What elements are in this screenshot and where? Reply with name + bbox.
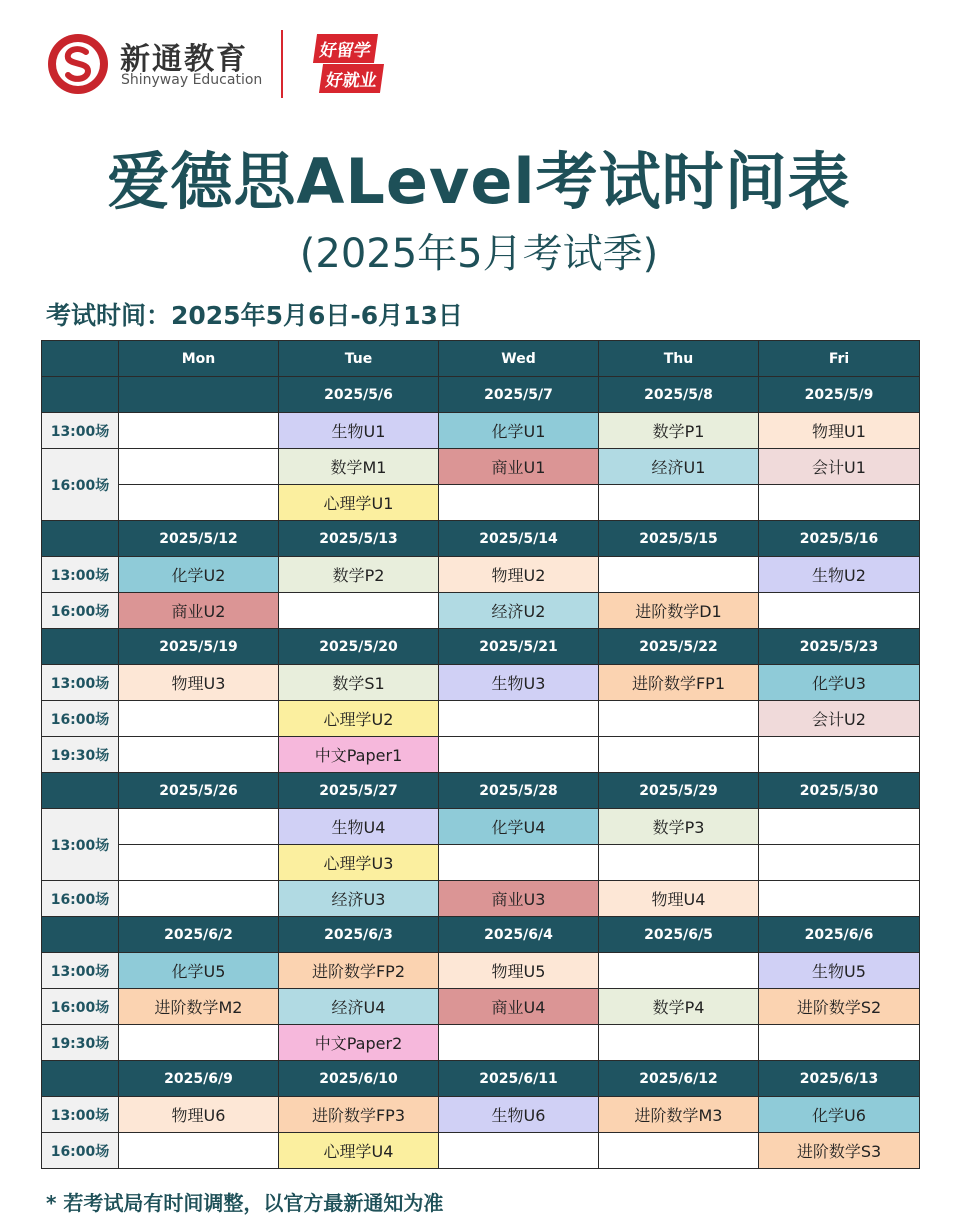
exam-cell: 经济U3: [279, 881, 439, 917]
date-cell: 2025/6/3: [279, 917, 439, 953]
day-header-cell: Tue: [279, 341, 439, 377]
table-row: [42, 809, 920, 845]
slogan-line1: 好留学: [313, 34, 378, 63]
table-row: [42, 989, 920, 1025]
exam-cell: 化学U2: [119, 557, 279, 593]
exam-schedule-table: [41, 340, 920, 1169]
date-row: [42, 1061, 920, 1097]
empty-cell: [759, 593, 920, 629]
empty-cell: [439, 1025, 599, 1061]
table-row: [42, 1025, 920, 1061]
table-row: [42, 593, 920, 629]
brand-name-en: Shinyway Education: [121, 72, 263, 88]
date-cell: 2025/5/28: [439, 773, 599, 809]
date-cell: 2025/5/16: [759, 521, 920, 557]
slogan-line2: 好就业: [319, 64, 384, 93]
date-cell: 2025/5/15: [599, 521, 759, 557]
date-cell: 2025/5/22: [599, 629, 759, 665]
empty-cell: [119, 449, 279, 485]
exam-period: 考试时间：2025年5月6日-6月13日: [46, 301, 463, 330]
table-row: [42, 413, 920, 449]
date-cell: 2025/5/13: [279, 521, 439, 557]
exam-cell: 生物U3: [439, 665, 599, 701]
slogan-badge: [315, 34, 411, 94]
empty-cell: [599, 953, 759, 989]
exam-cell: 经济U2: [439, 593, 599, 629]
time-slot-cell: 13:00场: [42, 665, 119, 701]
exam-cell: 会计U1: [759, 449, 920, 485]
date-cell: 2025/5/23: [759, 629, 920, 665]
exam-cell: 进阶数学M2: [119, 989, 279, 1025]
table-row: [42, 1133, 920, 1169]
date-cell: 2025/6/11: [439, 1061, 599, 1097]
date-cell: 2025/5/21: [439, 629, 599, 665]
date-cell: 2025/5/20: [279, 629, 439, 665]
exam-cell: 物理U4: [599, 881, 759, 917]
table-row: [42, 449, 920, 485]
time-slot-cell: 13:00场: [42, 413, 119, 449]
date-cell: 2025/5/26: [119, 773, 279, 809]
empty-cell: [599, 1133, 759, 1169]
exam-cell: 化学U6: [759, 1097, 920, 1133]
date-cell: 2025/5/7: [439, 377, 599, 413]
date-row-corner: [42, 917, 119, 953]
table-row: [42, 845, 920, 881]
date-cell: 2025/6/12: [599, 1061, 759, 1097]
exam-cell: 数学P4: [599, 989, 759, 1025]
date-row: [42, 521, 920, 557]
empty-cell: [599, 485, 759, 521]
empty-cell: [599, 1025, 759, 1061]
empty-cell: [119, 809, 279, 845]
exam-cell: 物理U1: [759, 413, 920, 449]
table-row: [42, 953, 920, 989]
date-cell: 2025/6/6: [759, 917, 920, 953]
shinyway-logo-icon: [46, 32, 110, 96]
date-cell: 2025/5/12: [119, 521, 279, 557]
exam-cell: 物理U6: [119, 1097, 279, 1133]
time-slot-cell: 16:00场: [42, 593, 119, 629]
exam-cell: 化学U4: [439, 809, 599, 845]
date-cell: 2025/6/9: [119, 1061, 279, 1097]
empty-cell: [599, 701, 759, 737]
date-cell: 2025/5/19: [119, 629, 279, 665]
table-row: [42, 665, 920, 701]
exam-cell: 进阶数学D1: [599, 593, 759, 629]
date-cell: 2025/5/27: [279, 773, 439, 809]
date-row-corner: [42, 629, 119, 665]
time-slot-cell: 19:30场: [42, 737, 119, 773]
exam-cell: 进阶数学FP3: [279, 1097, 439, 1133]
exam-cell: 生物U6: [439, 1097, 599, 1133]
corner-cell: [42, 341, 119, 377]
page-title: 爱德思ALevel考试时间表: [107, 145, 851, 218]
time-slot-cell: 13:00场: [42, 809, 119, 881]
empty-cell: [759, 737, 920, 773]
exam-cell: 生物U4: [279, 809, 439, 845]
empty-cell: [279, 593, 439, 629]
exam-cell: 心理学U2: [279, 701, 439, 737]
date-cell: 2025/5/8: [599, 377, 759, 413]
time-slot-cell: 19:30场: [42, 1025, 119, 1061]
empty-cell: [759, 485, 920, 521]
date-row: [42, 377, 920, 413]
empty-cell: [599, 557, 759, 593]
header: [0, 0, 958, 120]
empty-cell: [759, 881, 920, 917]
empty-cell: [439, 1133, 599, 1169]
time-slot-cell: 13:00场: [42, 1097, 119, 1133]
day-header-cell: Wed: [439, 341, 599, 377]
table-row: [42, 701, 920, 737]
exam-cell: 生物U2: [759, 557, 920, 593]
date-cell: 2025/6/2: [119, 917, 279, 953]
exam-cell: 进阶数学M3: [599, 1097, 759, 1133]
exam-cell: 生物U1: [279, 413, 439, 449]
exam-cell: 经济U4: [279, 989, 439, 1025]
empty-cell: [119, 1025, 279, 1061]
date-row-corner: [42, 377, 119, 413]
empty-cell: [119, 881, 279, 917]
date-cell: 2025/6/5: [599, 917, 759, 953]
exam-cell: 会计U2: [759, 701, 920, 737]
exam-cell: 数学P1: [599, 413, 759, 449]
exam-cell: 心理学U1: [279, 485, 439, 521]
exam-cell: 物理U3: [119, 665, 279, 701]
exam-cell: 生物U5: [759, 953, 920, 989]
empty-cell: [439, 737, 599, 773]
empty-cell: [759, 809, 920, 845]
date-cell: 2025/5/29: [599, 773, 759, 809]
date-row-corner: [42, 1061, 119, 1097]
empty-cell: [759, 845, 920, 881]
empty-cell: [119, 701, 279, 737]
exam-cell: 数学P3: [599, 809, 759, 845]
table-row: [42, 557, 920, 593]
time-slot-cell: 16:00场: [42, 449, 119, 521]
header-divider: [281, 30, 283, 98]
time-slot-cell: 16:00场: [42, 989, 119, 1025]
date-row: [42, 629, 920, 665]
date-cell: 2025/6/4: [439, 917, 599, 953]
time-slot-cell: 13:00场: [42, 953, 119, 989]
exam-cell: 进阶数学S3: [759, 1133, 920, 1169]
date-row: [42, 773, 920, 809]
empty-cell: [439, 485, 599, 521]
empty-cell: [759, 1025, 920, 1061]
exam-cell: 化学U5: [119, 953, 279, 989]
day-header-cell: Fri: [759, 341, 920, 377]
exam-cell: 数学M1: [279, 449, 439, 485]
page-subtitle: (2025年5月考试季): [299, 231, 659, 277]
exam-cell: 化学U3: [759, 665, 920, 701]
empty-cell: [119, 737, 279, 773]
footnote: * 若考试局有时间调整，以官方最新通知为准: [46, 1191, 444, 1215]
exam-cell: 商业U3: [439, 881, 599, 917]
date-cell: 2025/5/9: [759, 377, 920, 413]
day-header-cell: Thu: [599, 341, 759, 377]
date-cell: 2025/6/10: [279, 1061, 439, 1097]
empty-cell: [599, 737, 759, 773]
empty-cell: [599, 845, 759, 881]
table-row: [42, 1097, 920, 1133]
exam-cell: 进阶数学FP1: [599, 665, 759, 701]
exam-cell: 心理学U4: [279, 1133, 439, 1169]
exam-cell: 进阶数学S2: [759, 989, 920, 1025]
empty-cell: [439, 701, 599, 737]
empty-cell: [439, 845, 599, 881]
empty-cell: [119, 1133, 279, 1169]
exam-cell: 商业U1: [439, 449, 599, 485]
brand-name-cn: 新通教育: [120, 42, 248, 77]
exam-cell: 化学U1: [439, 413, 599, 449]
exam-cell: 数学P2: [279, 557, 439, 593]
time-slot-cell: 13:00场: [42, 557, 119, 593]
exam-cell: 数学S1: [279, 665, 439, 701]
table-row: [42, 485, 920, 521]
date-cell: 2025/5/6: [279, 377, 439, 413]
day-header-row: [42, 341, 920, 377]
date-row: [42, 917, 920, 953]
exam-cell: 中文Paper2: [279, 1025, 439, 1061]
day-header-cell: Mon: [119, 341, 279, 377]
exam-cell: 中文Paper1: [279, 737, 439, 773]
date-cell: 2025/6/13: [759, 1061, 920, 1097]
empty-cell: [119, 485, 279, 521]
time-slot-cell: 16:00场: [42, 1133, 119, 1169]
table-row: [42, 737, 920, 773]
empty-cell: [119, 413, 279, 449]
exam-cell: 物理U2: [439, 557, 599, 593]
empty-cell: [119, 845, 279, 881]
date-cell: 2025/5/14: [439, 521, 599, 557]
date-cell: 2025/5/30: [759, 773, 920, 809]
exam-cell: 经济U1: [599, 449, 759, 485]
time-slot-cell: 16:00场: [42, 881, 119, 917]
exam-cell: 进阶数学FP2: [279, 953, 439, 989]
time-slot-cell: 16:00场: [42, 701, 119, 737]
exam-cell: 商业U4: [439, 989, 599, 1025]
date-cell: [119, 377, 279, 413]
exam-cell: 物理U5: [439, 953, 599, 989]
table-row: [42, 881, 920, 917]
date-row-corner: [42, 521, 119, 557]
exam-cell: 心理学U3: [279, 845, 439, 881]
exam-cell: 商业U2: [119, 593, 279, 629]
date-row-corner: [42, 773, 119, 809]
